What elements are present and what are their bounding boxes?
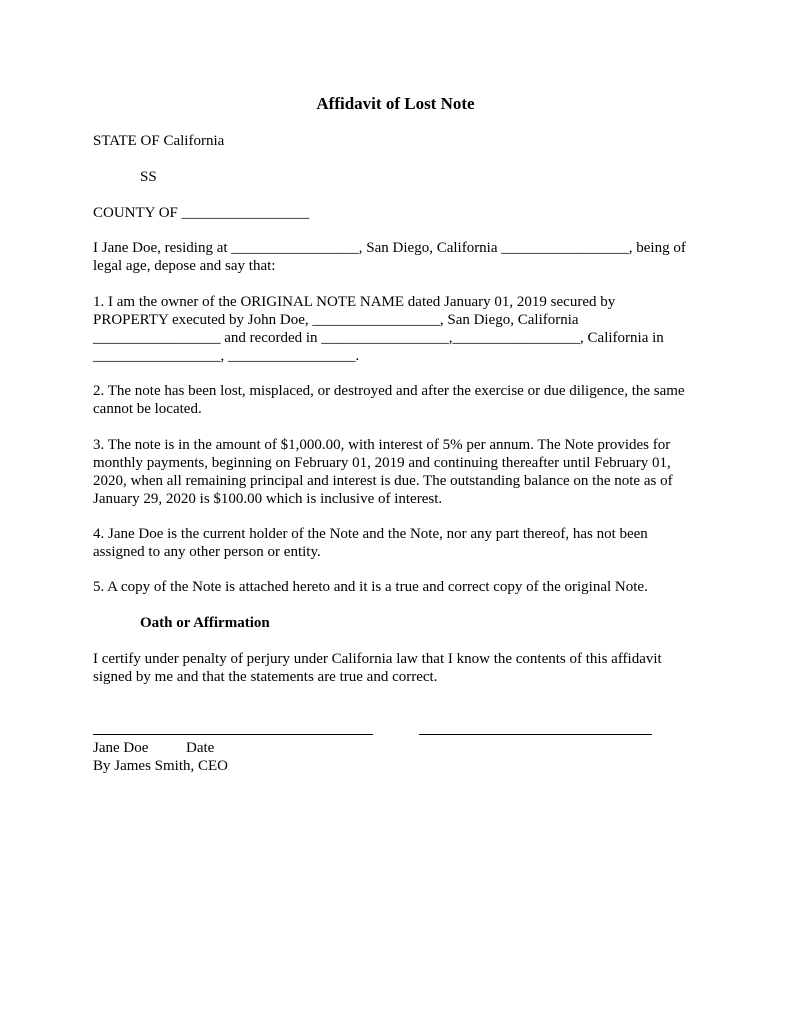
- item-5-paragraph: 5. A copy of the Note is attached hereto and it is a true and correct copy of the original Note.: [93, 579, 648, 595]
- ss-label: SS: [140, 169, 157, 185]
- intro-paragraph: I Jane Doe, residing at _________________, San Diego, California _________________, being of legal age, depose and say that:: [93, 240, 690, 274]
- signer-name: Jane Doe: [93, 740, 149, 756]
- item-1-line-2: PROPERTY executed by John Doe, _________________, San Diego, California: [93, 312, 579, 328]
- item-1-line-1: 1. I am the owner of the ORIGINAL NOTE NAME dated January 01, 2019 secured by: [93, 294, 616, 310]
- date-line: [419, 734, 652, 735]
- signature-line: [93, 734, 373, 735]
- document-title: Affidavit of Lost Note: [316, 94, 475, 113]
- county-line: COUNTY OF _________________: [93, 205, 310, 221]
- item-1-line-3: _________________ and recorded in _________________,_________________, California in: [93, 330, 664, 346]
- oath-heading: Oath or Affirmation: [140, 615, 270, 631]
- signer-by-line: By James Smith, CEO: [93, 758, 229, 774]
- item-3-paragraph: 3. The note is in the amount of $1,000.00, with interest of 5% per annum. The Note provides for monthly payments, beginning on February 01, 2019 and continuing thereafter until February 01, 2020, when all remaining principal and interest is due. The outstanding balance on the note as of January 29, 2020 is $100.00 which is inclusive of interest.: [93, 437, 677, 507]
- item-1-line-4: _________________, _________________.: [93, 348, 360, 364]
- oath-paragraph: I certify under penalty of perjury under California law that I know the contents of this affidavit signed by me and that the statements are true and correct.: [93, 651, 666, 685]
- state-line: STATE OF California: [93, 133, 225, 149]
- date-label: Date: [186, 740, 215, 756]
- item-2-paragraph: 2. The note has been lost, misplaced, or destroyed and after the exercise or due diligence, the same cannot be located.: [93, 383, 689, 417]
- item-4-paragraph: 4. Jane Doe is the current holder of the Note and the Note, nor any part thereof, has not been assigned to any other person or entity.: [93, 526, 652, 560]
